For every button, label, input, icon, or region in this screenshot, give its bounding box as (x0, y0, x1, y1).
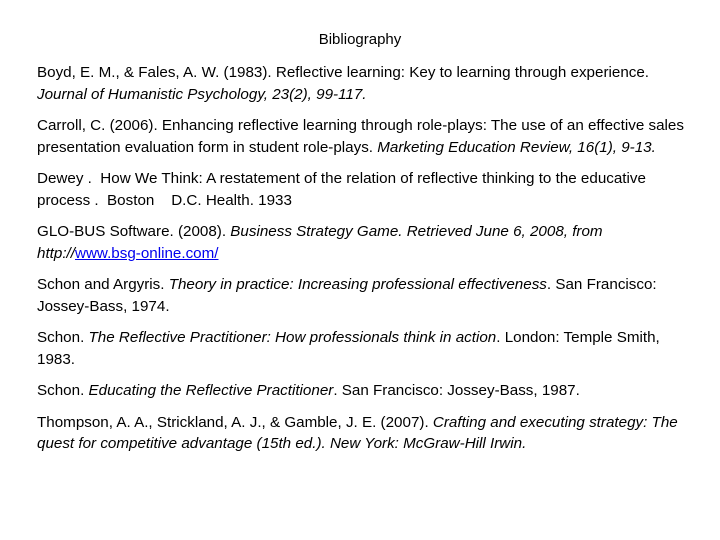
reference-entry-schon-1987 (37, 380, 687, 402)
page-title: Bibliography (318, 31, 402, 48)
reference-source: Journal of Humanistic Psychology, 23(2), 99-117. (37, 85, 367, 103)
reference-publisher: . San Francisco: Jossey-Bass, 1987. (333, 382, 580, 399)
reference-publisher: . London: Temple Smith, 1983. (37, 329, 660, 368)
reference-link[interactable]: www.bsg-online.com/ (75, 244, 219, 262)
reference-text: Schon. (37, 382, 89, 399)
reference-text: Schon and Argyris. (37, 276, 169, 293)
reference-entry-carroll (37, 115, 687, 158)
reference-text: Thompson, A. A., Strickland, A. J., & Gamble, J. E. (2007). (37, 413, 433, 431)
reference-source: The Reflective Practitioner: How professionals think in action (88, 329, 497, 346)
reference-entry-schon-argyris (37, 274, 687, 317)
reference-publisher: . San Francisco: Jossey-Bass, 1974. (37, 276, 657, 315)
reference-text: GLO-BUS Software. (2008). (37, 223, 231, 240)
reference-source: Marketing Education Review, 16(1), 9-13. (377, 138, 656, 156)
reference-source: Business Strategy Game. Retrieved June 6, 2008, from http:// (37, 223, 603, 262)
reference-text: Schon. (37, 329, 89, 346)
reference-entry-dewey (37, 168, 687, 211)
reference-source: Theory in practice: Increasing professional effectiveness (168, 276, 547, 293)
reference-entry-boyd (37, 62, 687, 105)
reference-entry-thompson (37, 412, 687, 455)
reference-source: Educating the Reflective Practitioner (88, 382, 334, 399)
reference-source: Crafting and executing strategy: The quest for competitive advantage (15th ed.). New York: McGraw-Hill Irwin. (37, 413, 678, 452)
reference-text: Dewey . How We Think: A restatement of the relation of reflective thinking to the educative process . Boston D.C. Health. 1933 (37, 170, 651, 209)
reference-entry-globus (37, 221, 687, 264)
reference-text: Carroll, C. (2006). Enhancing reflective learning through role-plays: The use of an effective sales presentation evaluation form in student role-plays. (37, 117, 684, 156)
reference-list (37, 62, 687, 465)
reference-entry-schon-1983 (37, 327, 687, 370)
reference-text: Boyd, E. M., & Fales, A. W. (1983). Reflective learning: Key to learning through experience. (37, 64, 650, 81)
